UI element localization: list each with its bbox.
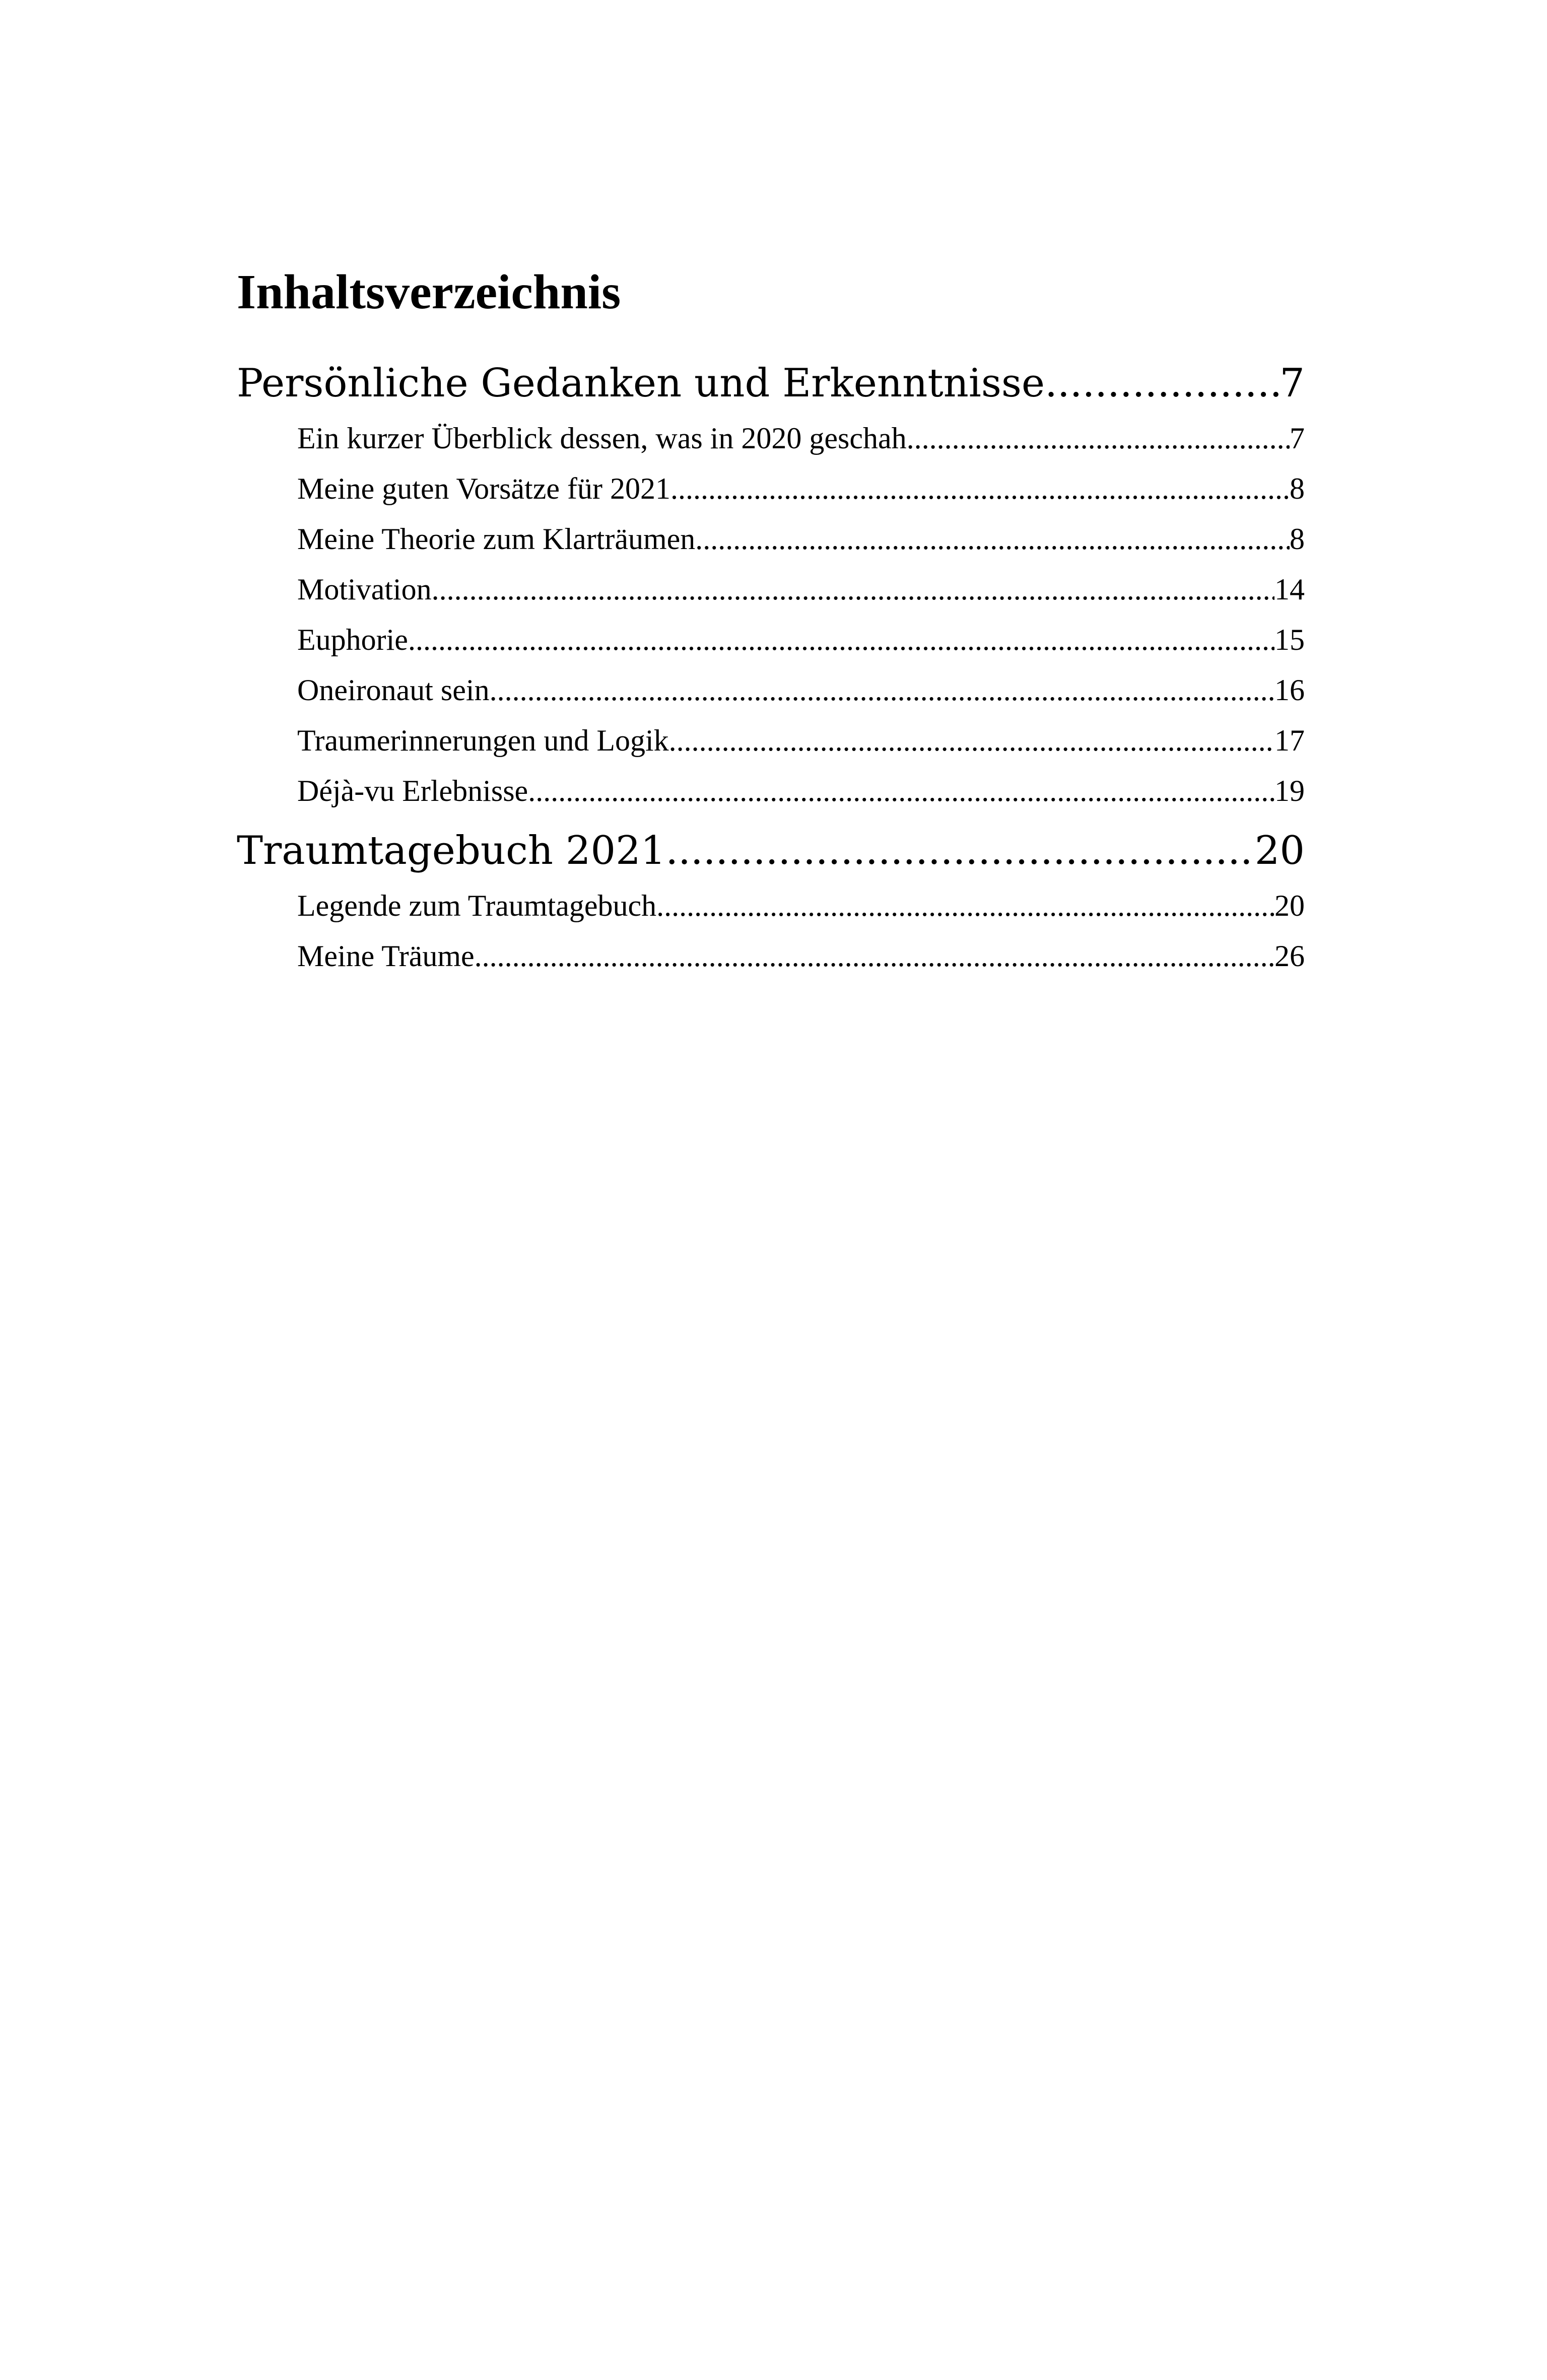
toc-subsection-entry[interactable] <box>237 766 1305 816</box>
toc-subsection-title: Traumerinnerungen und Logik <box>297 724 669 757</box>
toc-subsection-entry[interactable] <box>237 880 1305 931</box>
toc-section-entry[interactable] <box>237 825 1305 876</box>
dot-leader <box>528 766 1274 816</box>
toc-heading: Inhaltsverzeichnis <box>237 265 621 319</box>
toc-page-number: 15 <box>1274 623 1305 656</box>
dot-leader <box>669 715 1274 766</box>
toc-section-entry[interactable] <box>237 358 1305 409</box>
toc-page-number: 7 <box>1290 422 1305 455</box>
toc-page-number: 7 <box>1280 361 1305 406</box>
dot-leader <box>432 564 1274 615</box>
toc-page-number: 14 <box>1274 573 1305 606</box>
toc-subsection-entry[interactable] <box>237 413 1305 463</box>
toc-page-number: 8 <box>1290 522 1305 556</box>
toc-subsection-title: Oneironaut sein <box>297 673 490 707</box>
dot-leader <box>695 514 1290 564</box>
dot-leader <box>475 931 1274 981</box>
toc-subsection-title: Meine guten Vorsätze für 2021 <box>297 472 670 505</box>
toc-page-number: 16 <box>1274 673 1305 707</box>
toc-subsection-entry[interactable] <box>237 931 1305 981</box>
toc-subsection-title: Legende zum Traumtagebuch <box>297 889 657 922</box>
dot-leader <box>1045 358 1280 409</box>
toc-subsection-title: Déjà-vu Erlebnisse <box>297 774 528 807</box>
dot-leader <box>490 665 1274 715</box>
toc-page-number: 26 <box>1274 939 1305 973</box>
toc-page-number: 17 <box>1274 724 1305 757</box>
toc-subsection-title: Ein kurzer Überblick dessen, was in 2020 geschah <box>297 422 907 455</box>
dot-leader <box>656 880 1274 931</box>
toc-page-number: 20 <box>1254 828 1305 873</box>
dot-leader <box>408 615 1274 665</box>
toc-page-number: 8 <box>1290 472 1305 505</box>
toc-subsection-entry[interactable] <box>237 514 1305 564</box>
toc-page-number: 19 <box>1274 774 1305 807</box>
toc-subsection-title: Motivation <box>297 573 432 606</box>
toc-list <box>237 358 1305 981</box>
dot-leader <box>665 825 1254 876</box>
toc-subsection-entry[interactable] <box>237 615 1305 665</box>
toc-subsection-entry[interactable] <box>237 564 1305 615</box>
toc-page-number: 20 <box>1274 889 1305 922</box>
dot-leader <box>907 413 1290 463</box>
toc-subsection-title: Meine Träume <box>297 939 475 973</box>
toc-subsection-entry[interactable] <box>237 715 1305 766</box>
toc-subsection-title: Meine Theorie zum Klarträumen <box>297 522 696 556</box>
table-of-contents <box>237 257 1305 981</box>
toc-section-title: Traumtagebuch 2021 <box>237 828 666 873</box>
toc-section-title: Persönliche Gedanken und Erkenntnisse <box>237 361 1045 406</box>
toc-subsection-entry[interactable] <box>237 665 1305 715</box>
toc-subsection-title: Euphorie <box>297 623 408 656</box>
toc-subsection-entry[interactable] <box>237 463 1305 514</box>
dot-leader <box>670 463 1290 514</box>
